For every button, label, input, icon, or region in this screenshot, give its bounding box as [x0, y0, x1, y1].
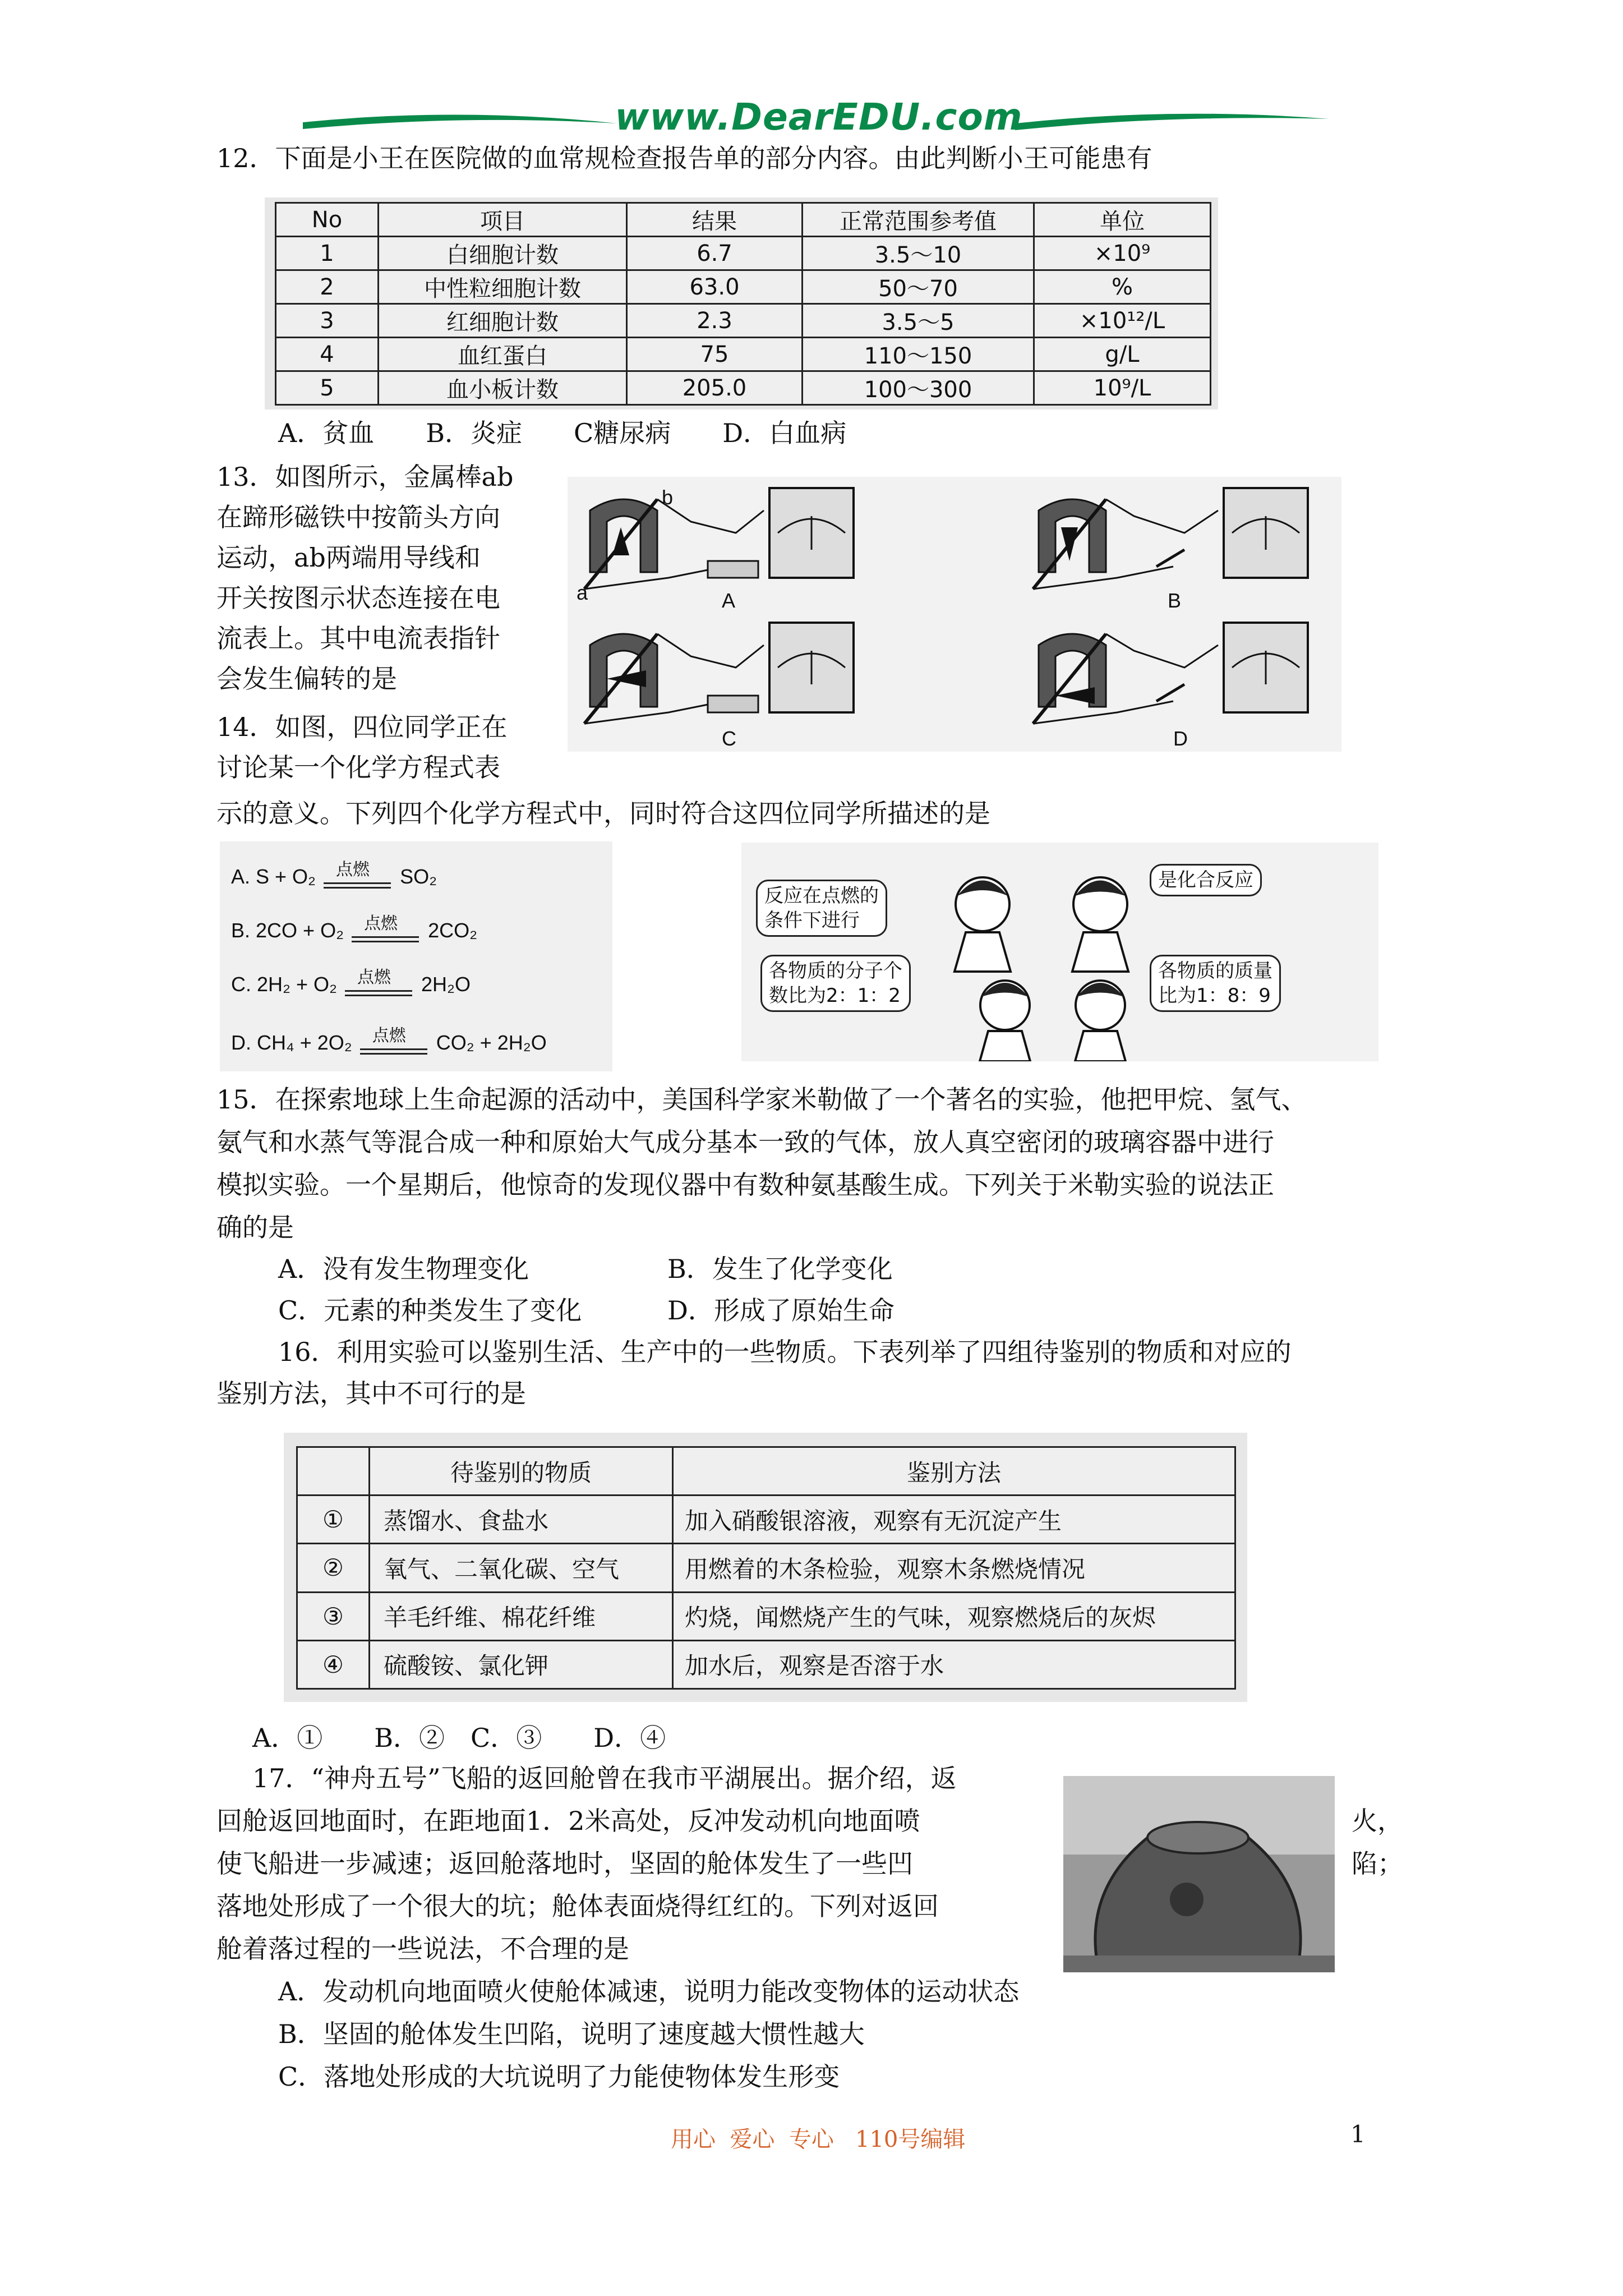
table-cell: 用燃着的木条检验，观察木条燃烧情况 — [673, 1544, 1235, 1592]
magnet-circuit-svg — [568, 477, 1341, 752]
question-15-line: 15．在探索地球上生命起源的活动中，美国科学家米勒做了一个著名的实验，他把甲烷、氢气、 — [216, 1084, 1307, 1115]
equation-right: 2CO₂ — [428, 919, 478, 942]
condition-label: 点燃 — [336, 861, 370, 879]
equation-right: SO₂ — [400, 865, 437, 888]
student-3 — [980, 981, 1030, 1061]
equation-left: C. 2H₂ + O₂ — [231, 973, 337, 996]
question-15-line: 氨气和水蒸气等混合成一种和原始大气成分基本一致的气体，放人真空密闭的玻璃容器中进行 — [216, 1127, 1274, 1157]
table-header-row — [276, 203, 1211, 237]
question-15-option: A．没有发生物理变化 — [278, 1254, 529, 1284]
col-header: No — [276, 203, 379, 237]
table-cell: 1 — [276, 237, 379, 270]
table-cell: 75 — [627, 338, 803, 371]
footer-editor-note: 用心 爱心 专心 110号编辑 — [671, 2127, 966, 2152]
col-header — [297, 1447, 370, 1496]
col-header: 待鉴别的物质 — [370, 1447, 673, 1496]
question-15-option: C．元素的种类发生了变化 — [278, 1295, 582, 1326]
equation-left: A. S + O₂ — [231, 865, 316, 888]
table-cell: 205.0 — [627, 371, 803, 405]
table-cell: 5 — [276, 371, 379, 405]
col-header: 正常范围参考值 — [803, 203, 1034, 237]
condition-label: 点燃 — [364, 914, 398, 933]
table-cell: ×10⁹ — [1034, 237, 1211, 270]
table-cell: 羊毛纤维、棉花纤维 — [370, 1592, 673, 1640]
table-cell: 3.5～5 — [803, 304, 1034, 338]
speech-bubble: 反应在点燃的 条件下进行 — [756, 880, 887, 937]
student-4 — [1075, 981, 1126, 1061]
table-cell: 红细胞计数 — [379, 304, 627, 338]
panel-label-b: B — [1168, 589, 1182, 612]
equation-b — [231, 914, 478, 942]
question-15-option: B．发生了化学变化 — [667, 1254, 893, 1284]
question-17-option: C．落地处形成的大坑说明了力能使物体发生形变 — [278, 2062, 840, 2092]
equation-a — [231, 861, 437, 889]
condition-label: 点燃 — [372, 1027, 406, 1045]
question-16-options: A．① B．② C．③ D．④ — [252, 1723, 666, 1753]
site-title: www.DearEDU.com — [615, 95, 1023, 139]
table-cell: ③ — [297, 1592, 370, 1640]
text-line: 会发生偏转的是 — [216, 664, 397, 694]
question-14-line-3: 示的意义。下列四个化学方程式中，同时符合这四位同学所描述的是 — [216, 798, 990, 829]
table-cell: 3 — [276, 304, 379, 338]
text-line: 运动，ab两端用导线和 — [216, 542, 481, 573]
equation-c — [231, 968, 471, 996]
equation-right: 2H₂O — [421, 973, 471, 996]
question-17-line: 落地处形成了一个很大的坑；舱体表面烧得红红的。下列对返回 — [216, 1891, 939, 1921]
end-label-a: a — [577, 581, 588, 604]
col-header: 结果 — [627, 203, 803, 237]
question-17-line: 陷； — [1352, 1848, 1403, 1879]
text-line: 在蹄形磁铁中按箭头方向 — [216, 502, 500, 532]
table-cell: 蒸馏水、食盐水 — [370, 1496, 673, 1544]
text-line: 开关按图示状态连接在电 — [216, 583, 500, 613]
table-header-row — [297, 1447, 1235, 1496]
table-cell: ④ — [297, 1640, 370, 1688]
panel-b-apparatus — [1033, 488, 1308, 589]
question-15-line: 模拟实验。一个星期后，他惊奇的发现仪器中有数种氨基酸生成。下列关于米勒实验的说法正 — [216, 1170, 1274, 1200]
panel-d-apparatus — [1033, 623, 1308, 724]
blood-test-table-scan — [265, 197, 1218, 409]
table-cell: ×10¹²/L — [1034, 304, 1211, 338]
question-15-option: D．形成了原始生命 — [667, 1295, 895, 1326]
equation-right: CO₂ + 2H₂O — [436, 1031, 547, 1054]
table-row — [276, 304, 1211, 338]
question-17-option: A．发动机向地面喷火使舱体减速，说明力能改变物体的运动状态 — [278, 1976, 1020, 2007]
blood-test-table — [275, 202, 1211, 406]
table-cell: 110～150 — [803, 338, 1034, 371]
condition-label: 点燃 — [357, 968, 391, 987]
question-16-line: 16．利用实验可以鉴别生活、生产中的一些物质。下表列举了四组待鉴别的物质和对应的 — [278, 1337, 1292, 1367]
identification-table-scan — [284, 1433, 1247, 1702]
table-cell: 中性粒细胞计数 — [379, 270, 627, 304]
panel-label-c: C — [722, 727, 736, 750]
banner-swoosh-right — [1015, 107, 1329, 140]
equation-left: D. CH₄ + 2O₂ — [231, 1031, 352, 1054]
students-svg — [741, 843, 1378, 1061]
table-row — [276, 371, 1211, 405]
banner-swoosh-left — [303, 107, 617, 140]
panel-label-d: D — [1173, 727, 1188, 750]
table-cell: 血红蛋白 — [379, 338, 627, 371]
student-1 — [955, 877, 1011, 972]
table-row — [276, 237, 1211, 270]
table-row — [276, 338, 1211, 371]
speech-bubble: 各物质的质量 比为1：8：9 — [1150, 955, 1281, 1012]
table-row — [297, 1496, 1235, 1544]
text-line: 13．如图所示，金属棒ab — [216, 462, 514, 492]
question-12-stem: 12．下面是小王在医院做的血常规检查报告单的部分内容。由此判断小王可能患有 — [216, 143, 1152, 173]
table-cell: 硫酸铵、氯化钾 — [370, 1640, 673, 1688]
equation-left: B. 2CO + O₂ — [231, 919, 344, 942]
text-line: 流表上。其中电流表指针 — [216, 623, 500, 654]
table-cell: 加水后，观察是否溶于水 — [673, 1640, 1235, 1688]
return-capsule-photo — [1063, 1776, 1335, 1972]
panel-c-apparatus — [584, 623, 854, 724]
table-cell: 加入硝酸银溶液，观察有无沉淀产生 — [673, 1496, 1235, 1544]
col-header: 鉴别方法 — [673, 1447, 1235, 1496]
table-cell: 灼烧，闻燃烧产生的气味，观察燃烧后的灰烬 — [673, 1592, 1235, 1640]
table-cell: 100～300 — [803, 371, 1034, 405]
table-cell: 血小板计数 — [379, 371, 627, 405]
students-discussion-figure — [741, 843, 1378, 1061]
table-cell: 10⁹/L — [1034, 371, 1211, 405]
question-17-line: 使飞船进一步减速；返回舱落地时，坚固的舱体发生了一些凹 — [216, 1848, 913, 1879]
question-14-line-2: 讨论某一个化学方程式表 — [216, 752, 500, 783]
question-17-line: 火， — [1352, 1806, 1403, 1836]
page-number: 1 — [1350, 2120, 1366, 2148]
table-cell: 4 — [276, 338, 379, 371]
table-cell: 3.5～10 — [803, 237, 1034, 270]
panel-label-a: A — [722, 589, 736, 612]
question-17-option: B．坚固的舱体发生凹陷，说明了速度越大惯性越大 — [278, 2019, 865, 2049]
table-cell: 6.7 — [627, 237, 803, 270]
student-2 — [1072, 877, 1128, 972]
identification-table — [296, 1446, 1236, 1690]
table-row — [297, 1544, 1235, 1592]
table-cell: 白细胞计数 — [379, 237, 627, 270]
col-header: 单位 — [1034, 203, 1211, 237]
table-cell: 氧气、二氧化碳、空气 — [370, 1544, 673, 1592]
question-17-line: 舱着落过程的一些说法，不合理的是 — [216, 1934, 629, 1964]
table-row — [276, 270, 1211, 304]
table-cell: g/L — [1034, 338, 1211, 371]
question-15-line: 确的是 — [216, 1212, 294, 1243]
speech-bubble: 各物质的分子个 数比为2：1：2 — [760, 955, 911, 1012]
table-cell: 63.0 — [627, 270, 803, 304]
question-14-line-1: 14．如图，四位同学正在 — [216, 712, 508, 742]
speech-bubble: 是化合反应 — [1150, 864, 1262, 896]
table-cell: 2.3 — [627, 304, 803, 338]
question-12-options: A．贫血 B．炎症 C糖尿病 D．白血病 — [278, 418, 847, 448]
table-row — [297, 1592, 1235, 1640]
col-header: 项目 — [379, 203, 627, 237]
equation-d — [231, 1027, 547, 1055]
table-cell: % — [1034, 270, 1211, 304]
table-cell: 50～70 — [803, 270, 1034, 304]
table-cell: ② — [297, 1544, 370, 1592]
equations-figure — [220, 841, 612, 1071]
end-label-b: b — [662, 486, 674, 509]
table-cell: 2 — [276, 270, 379, 304]
panel-a-apparatus — [584, 488, 854, 589]
question-17-line: 回舱返回地面时，在距地面1．2米高处，反冲发动机向地面喷 — [216, 1806, 920, 1836]
question-17-line: 17．“神舟五号”飞船的返回舱曾在我市平湖展出。据介绍，返 — [252, 1763, 957, 1793]
question-16-line: 鉴别方法，其中不可行的是 — [216, 1378, 526, 1409]
table-cell: ① — [297, 1496, 370, 1544]
magnet-circuit-figure — [568, 477, 1341, 752]
site-banner — [303, 95, 1329, 145]
table-row — [297, 1640, 1235, 1688]
